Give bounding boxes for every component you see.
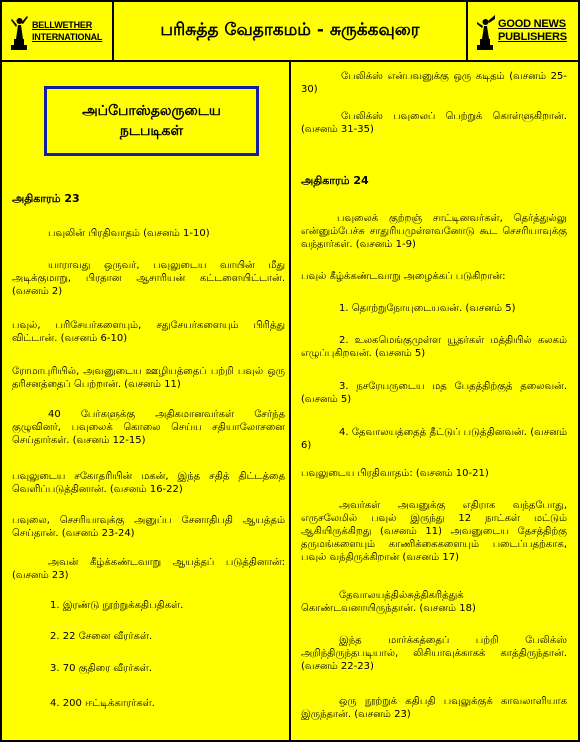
- paragraph: இந்த மார்க்கத்தைப் பற்றி பேலிக்ஸ் அறிந்திருந்தபடியால், லிசியாவுக்காகக் காத்திருந்தான். (வசனம் 22-23): [301, 635, 567, 672]
- list-item: 3. நசரேயருடைய மத பேதத்திற்குத் தலைவன். (வசனம் 5): [301, 381, 567, 405]
- good-news-logo: [466, 2, 578, 60]
- paragraph: பவுல் கீழ்க்கண்டவாறு அழைக்கப் படுகிறான்:: [301, 271, 506, 282]
- good-news-logo-line2: PUBLISHERS: [498, 31, 567, 43]
- paragraph: பவுலைக் குற்றஞ் சாட்டினவர்கள், தெர்த்துல்லு என்னும்பேச்சு சாதுரியமுள்ளவனோடு கூட செசரியாவுக்கு வந்தார்கள். (வசனம் 1-9): [301, 213, 567, 250]
- list-item: 2. உலகமெங்குமுள்ள யூதர்கள் மத்தியில் கலகம் எழுப்புகிறவன். (வசனம் 5): [301, 335, 567, 359]
- book-title-line2: நடபடிகள்: [119, 123, 184, 139]
- header: [2, 2, 578, 62]
- paragraph: பவுல், பரிசேயர்களையும், சதுசேயர்களையும் பிரித்து விட்டான். (வசனம் 6-10): [12, 320, 285, 344]
- page-title: பரிசுத்த வேதாகமம் - சுருக்கவுரை: [160, 20, 420, 40]
- list-item: 3. 70 குதிரை வீரர்கள்.: [50, 663, 153, 674]
- bellwether-logo-line2: INTERNATIONAL: [32, 32, 103, 42]
- good-news-logo-line1: GOOD NEWS: [498, 18, 566, 30]
- paragraph: தேவாலயத்தில்சுத்திகரித்துக் கொண்டவனாயிருந்தான். (வசனம் 18): [301, 590, 476, 614]
- list-item: 1. இரண்டு நூற்றுக்கதிபதிகள்.: [50, 600, 184, 611]
- paragraph: பவுலுடைய பிரதிவாதம்: (வசனம் 10-21): [301, 468, 489, 479]
- paragraph: பவுலின் பிரதிவாதம் (வசனம் 1-10): [48, 228, 210, 239]
- bellwether-logo: [2, 2, 114, 60]
- list-item: 4. தேவாலயத்தைத் தீட்டுப் படுத்தினவன். (வசனம் 6): [301, 427, 567, 451]
- list-item: 4. 200 ஈட்டிக்காரர்கள்.: [50, 698, 155, 709]
- chapter-heading: அதிகாரம் 23: [12, 192, 80, 205]
- paragraph: பேலிக்ஸ் பவுலைப் பெற்றுக் கொள்ளுகிறான். (வசனம் 31-35): [301, 111, 567, 135]
- paragraph: அவன் கீழ்க்கண்டவாறு ஆயத்தப் படுத்தினான்: (வசனம் 23): [12, 557, 285, 581]
- list-item: 2. 22 சேனை வீரர்கள்.: [50, 631, 153, 642]
- list-item: 1. தொற்றுநோயுடையவன். (வசனம் 5): [339, 303, 516, 314]
- herald-icon: [474, 11, 496, 51]
- bellwether-logo-line1: BELLWETHER: [32, 20, 92, 30]
- paragraph: பவுலுடைய சகோதரியின் மகன், இந்த சதித் திட்டத்தை வெளிப்படுத்தினான். (வசனம் 16-22): [12, 471, 285, 495]
- paragraph: 40 பேர்களுக்கு அதிகமானவர்கள் சேர்ந்த குழுவினர், பவுலைக் கொலை செய்ய சதியாலோசனை செய்தார்கள். (வசனம் 12-15): [12, 409, 285, 446]
- paragraph: பேலிக்ஸ் என்பவனுக்கு ஒரு கடிதம் (வசனம் 25-30): [301, 71, 567, 95]
- paragraph: அவர்கள் அவனுக்கு எதிராக வந்தபோது, எருசலேமில் பவுல் இருந்து 12 நாட்கள் மட்டும் ஆகியிருக்கிறது (வசனம் 11) அவனுடைய தேசத்திற்கு தருமங்களையும் காணிக்கைகளையும் படைப்பதற்காக, பவுல் வந்திருக்கிறான் (வசனம் 17): [301, 500, 567, 563]
- column-divider: [289, 62, 291, 740]
- bell-ringer-icon: [8, 11, 30, 51]
- paragraph: ஒரு நூற்றுக் கதிபதி பவுலுக்குக் காவலாளியாக இருந்தான். (வசனம் 23): [301, 696, 567, 720]
- book-title-box: [44, 86, 259, 156]
- chapter-heading: அதிகாரம் 24: [301, 174, 369, 187]
- book-title-line1: அப்போஸ்தலருடைய: [82, 103, 221, 119]
- paragraph: யாராவது ஒருவர், பவுலுடைய வாயின் மீது அடிக்குமாறு, பிரதான ஆசாரியன் கட்டளையிட்டான். (வசனம் 2): [12, 260, 285, 297]
- paragraph: ரோமாபுரியில், அவனுடைய ஊழியத்தைப் பற்றி பவுல் ஒரு தரிசனத்தைப் பெற்றான். (வசனம் 11): [12, 366, 285, 390]
- paragraph: பவுலை, செசரியாவுக்கு அனுப்ப சேனாதிபதி ஆயத்தம் செய்தான். (வசனம் 23-24): [12, 515, 285, 539]
